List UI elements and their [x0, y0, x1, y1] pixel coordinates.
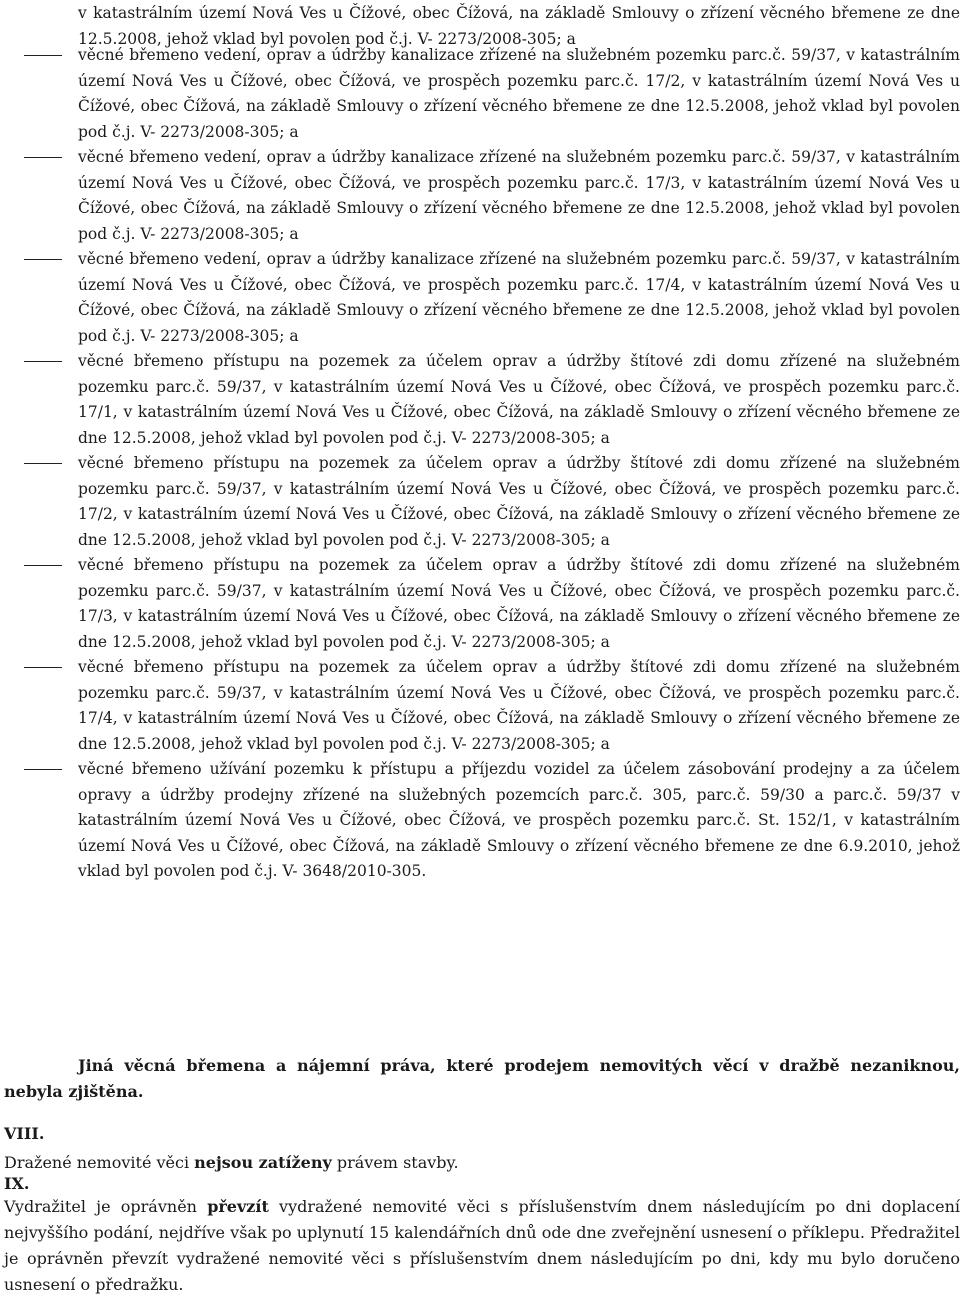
dash-bullet — [24, 565, 62, 566]
section-viii-text: Dražené nemovité věci nejsou zatíženy právem stavby. — [4, 1153, 459, 1172]
section-heading-ix: IX. — [4, 1174, 30, 1193]
dash-bullet — [24, 157, 62, 158]
other-easements-note: Jiná věcná břemena a nájemní práva, které prodejem nemovitých věcí v dražbě nezaniknou, nebyla zjištěna. — [4, 1056, 960, 1101]
list-item: věcné břemeno přístupu na pozemek za účelem oprav a údržby štítové zdi domu zřízené na služebném pozemku parc.č. 59/37, v katastrálním území Nová Ves u Čížové, obec Čížová, ve prospěch pozemku parc.č. 17/1, v katastrálním území Nová Ves u Čížové, obec Čížová, na základě Smlouvy o zřízení věcného břemene ze dne 12.5.2008, jehož vklad byl povolen pod č.j. V- 2273/2008-305; a — [0, 349, 960, 451]
dash-bullet — [24, 769, 62, 770]
easement-list — [0, 43, 960, 885]
list-item: věcné břemeno užívání pozemku k přístupu a příjezdu vozidel za účelem zásobování prodejny a za účelem opravy a údržby prodejny zřízené na služebných pozemcích parc.č. 305, parc.č. 59/30 a parc.č. 59/37 v katastrálním území Nová Ves u Čížové, obec Čížová, ve prospěch pozemku parc.č. St. 152/1, v katastrálním území Nová Ves u Čížové, obec Čížová, na základě Smlouvy o zřízení věcného břemene ze dne 6.9.2010, jehož vklad byl povolen pod č.j. V- 3648/2010-305. — [0, 757, 960, 885]
list-item: věcné břemeno vedení, oprav a údržby kanalizace zřízené na služebném pozemku parc.č. 59/37, v katastrálním území Nová Ves u Čížové, obec Čížová, ve prospěch pozemku parc.č. 17/4, v katastrálním území Nová Ves u Čížové, obec Čížová, na základě Smlouvy o zřízení věcného břemene ze dne 12.5.2008, jehož vklad byl povolen pod č.j. V- 2273/2008-305; a — [0, 247, 960, 349]
dash-bullet — [24, 55, 62, 56]
dash-bullet — [24, 463, 62, 464]
dash-bullet — [24, 667, 62, 668]
intro-paragraph: v katastrálním území Nová Ves u Čížové, obec Čížová, na základě Smlouvy o zřízení věcného břemene ze dne 12.5.2008, jehož vklad byl povolen pod č.j. V- 2273/2008-305; a — [78, 4, 960, 48]
dash-bullet — [24, 259, 62, 260]
list-item: věcné břemeno přístupu na pozemek za účelem oprav a údržby štítové zdi domu zřízené na služebném pozemku parc.č. 59/37, v katastrálním území Nová Ves u Čížové, obec Čížová, ve prospěch pozemku parc.č. 17/2, v katastrálním území Nová Ves u Čížové, obec Čížová, na základě Smlouvy o zřízení věcného břemene ze dne 12.5.2008, jehož vklad byl povolen pod č.j. V- 2273/2008-305; a — [0, 451, 960, 553]
list-item: věcné břemeno přístupu na pozemek za účelem oprav a údržby štítové zdi domu zřízené na služebném pozemku parc.č. 59/37, v katastrálním území Nová Ves u Čížové, obec Čížová, ve prospěch pozemku parc.č. 17/4, v katastrálním území Nová Ves u Čížové, obec Čížová, na základě Smlouvy o zřízení věcného břemene ze dne 12.5.2008, jehož vklad byl povolen pod č.j. V- 2273/2008-305; a — [0, 655, 960, 757]
section-ix-text: Vydražitel je oprávněn převzít vydražené nemovité věci s příslušenstvím dnem následujícím po dni doplacení nejvyššího podání, nejdříve však po uplynutí 15 kalendářních dnů ode dne zveřejnění usnesení o příklepu. Předražitel je oprávněn převzít vydražené nemovité věci s příslušenstvím dnem následujícím po dni, kdy mu bylo doručeno usnesení o předražku. — [4, 1197, 960, 1294]
section-heading-viii: VIII. — [4, 1124, 45, 1143]
dash-bullet — [24, 361, 62, 362]
list-item: věcné břemeno vedení, oprav a údržby kanalizace zřízené na služebném pozemku parc.č. 59/37, v katastrálním území Nová Ves u Čížové, obec Čížová, ve prospěch pozemku parc.č. 17/2, v katastrálním území Nová Ves u Čížové, obec Čížová, na základě Smlouvy o zřízení věcného břemene ze dne 12.5.2008, jehož vklad byl povolen pod č.j. V- 2273/2008-305; a — [0, 43, 960, 145]
list-item: věcné břemeno vedení, oprav a údržby kanalizace zřízené na služebném pozemku parc.č. 59/37, v katastrálním území Nová Ves u Čížové, obec Čížová, ve prospěch pozemku parc.č. 17/3, v katastrálním území Nová Ves u Čížové, obec Čížová, na základě Smlouvy o zřízení věcného břemene ze dne 12.5.2008, jehož vklad byl povolen pod č.j. V- 2273/2008-305; a — [0, 145, 960, 247]
list-item: věcné břemeno přístupu na pozemek za účelem oprav a údržby štítové zdi domu zřízené na služebném pozemku parc.č. 59/37, v katastrálním území Nová Ves u Čížové, obec Čížová, ve prospěch pozemku parc.č. 17/3, v katastrálním území Nová Ves u Čížové, obec Čížová, na základě Smlouvy o zřízení věcného břemene ze dne 12.5.2008, jehož vklad byl povolen pod č.j. V- 2273/2008-305; a — [0, 553, 960, 655]
